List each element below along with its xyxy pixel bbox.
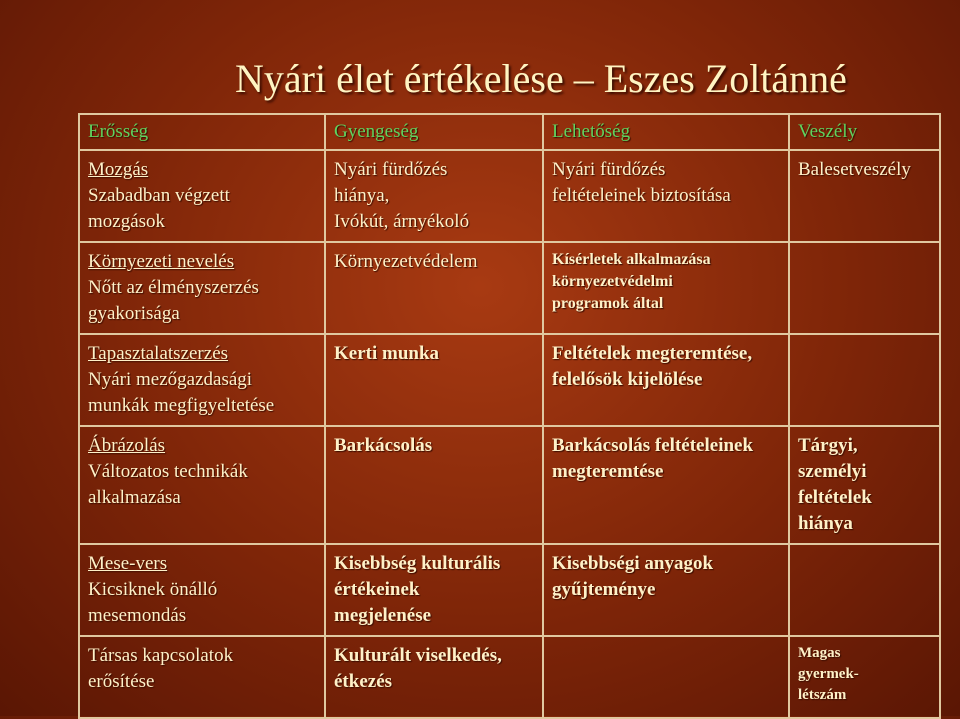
opportunity-cell bbox=[543, 544, 789, 636]
opportunity-line: Barkácsolás feltételeinek bbox=[552, 435, 754, 456]
threat-line: hiánya bbox=[798, 513, 853, 534]
header-opportunity: Lehetőség bbox=[543, 114, 789, 150]
strength-cell bbox=[79, 334, 325, 426]
strength-line: Kicsiknek önálló bbox=[88, 579, 218, 600]
strength-line: Nőtt az élményszerzés bbox=[88, 277, 259, 298]
opportunity-line: gyűjteménye bbox=[552, 579, 656, 600]
strength-heading: Tapasztalatszerzés bbox=[88, 343, 229, 364]
strength-cell bbox=[79, 544, 325, 636]
strength-cell bbox=[79, 242, 325, 334]
strength-line: Szabadban végzett bbox=[88, 185, 230, 206]
strength-heading: Ábrázolás bbox=[88, 435, 166, 456]
opportunity-line: környezetvédelmi bbox=[552, 273, 673, 290]
strength-line: Társas kapcsolatok bbox=[88, 645, 234, 666]
header-weakness: Gyengeség bbox=[325, 114, 543, 150]
opportunity-line: Nyári fürdőzés bbox=[552, 159, 666, 180]
strength-line: alkalmazása bbox=[88, 487, 181, 508]
strength-cell bbox=[79, 636, 325, 718]
weakness-line: Nyári fürdőzés bbox=[334, 159, 448, 180]
swot-table bbox=[78, 113, 941, 719]
weakness-line: Kisebbség kulturális bbox=[334, 553, 501, 574]
opportunity-line: megteremtése bbox=[552, 461, 664, 482]
weakness-line: étkezés bbox=[334, 671, 393, 692]
threat-line: személyi bbox=[798, 461, 867, 482]
threat-line: gyermek- bbox=[798, 666, 859, 682]
weakness-cell bbox=[325, 150, 543, 242]
threat-cell bbox=[789, 544, 940, 636]
weakness-line: megjelenése bbox=[334, 605, 432, 626]
threat-cell bbox=[789, 242, 940, 334]
opportunity-line: felelősök kijelölése bbox=[552, 369, 703, 390]
threat-cell bbox=[789, 426, 940, 544]
opportunity-cell bbox=[543, 150, 789, 242]
weakness-cell bbox=[325, 544, 543, 636]
weakness-line: Barkácsolás bbox=[334, 435, 433, 456]
weakness-line: értékeinek bbox=[334, 579, 420, 600]
opportunity-cell bbox=[543, 636, 789, 718]
threat-line: létszám bbox=[798, 687, 847, 703]
weakness-cell bbox=[325, 334, 543, 426]
opportunity-line: Feltételek megteremtése, bbox=[552, 343, 753, 364]
threat-line: feltételek bbox=[798, 487, 872, 508]
opportunity-cell bbox=[543, 334, 789, 426]
strength-line: mozgások bbox=[88, 211, 166, 232]
weakness-line: Ivókút, árnyékoló bbox=[334, 211, 470, 232]
strength-heading: Mese-vers bbox=[88, 553, 168, 574]
table-row bbox=[79, 334, 940, 426]
opportunity-line: feltételeinek biztosítása bbox=[552, 185, 731, 206]
strength-line: erősítése bbox=[88, 671, 155, 692]
weakness-line: Kerti munka bbox=[334, 343, 440, 364]
table-row bbox=[79, 636, 940, 718]
strength-cell bbox=[79, 150, 325, 242]
table-header-row bbox=[79, 114, 940, 150]
threat-line: Tárgyi, bbox=[798, 435, 858, 456]
threat-cell bbox=[789, 334, 940, 426]
slide-title: Nyári élet értékelése – Eszes Zoltánné bbox=[235, 56, 847, 101]
weakness-line: hiánya, bbox=[334, 185, 390, 206]
opportunity-line: programok által bbox=[552, 295, 664, 312]
threat-cell bbox=[789, 150, 940, 242]
opportunity-cell bbox=[543, 242, 789, 334]
header-threat: Veszély bbox=[789, 114, 940, 150]
strength-line: mesemondás bbox=[88, 605, 187, 626]
strength-line: Nyári mezőgazdasági bbox=[88, 369, 253, 390]
weakness-cell bbox=[325, 242, 543, 334]
threat-line: Magas bbox=[798, 645, 841, 661]
opportunity-cell bbox=[543, 426, 789, 544]
weakness-line: Kulturált viselkedés, bbox=[334, 645, 502, 666]
weakness-cell bbox=[325, 636, 543, 718]
strength-cell bbox=[79, 426, 325, 544]
strength-heading: Mozgás bbox=[88, 159, 149, 180]
strength-line: munkák megfigyeltetése bbox=[88, 395, 275, 416]
threat-cell bbox=[789, 636, 940, 718]
strength-line: gyakorisága bbox=[88, 303, 180, 324]
strength-line: Változatos technikák bbox=[88, 461, 248, 482]
weakness-cell bbox=[325, 426, 543, 544]
table-row bbox=[79, 544, 940, 636]
table-row bbox=[79, 426, 940, 544]
opportunity-line: Kisebbségi anyagok bbox=[552, 553, 714, 574]
opportunity-line: Kísérletek alkalmazása bbox=[552, 251, 711, 268]
strength-heading: Környezeti nevelés bbox=[88, 251, 235, 272]
header-strength: Erősség bbox=[79, 114, 325, 150]
table-row bbox=[79, 150, 940, 242]
threat-line: Balesetveszély bbox=[798, 159, 911, 180]
weakness-line: Környezetvédelem bbox=[334, 251, 478, 272]
table-row bbox=[79, 242, 940, 334]
